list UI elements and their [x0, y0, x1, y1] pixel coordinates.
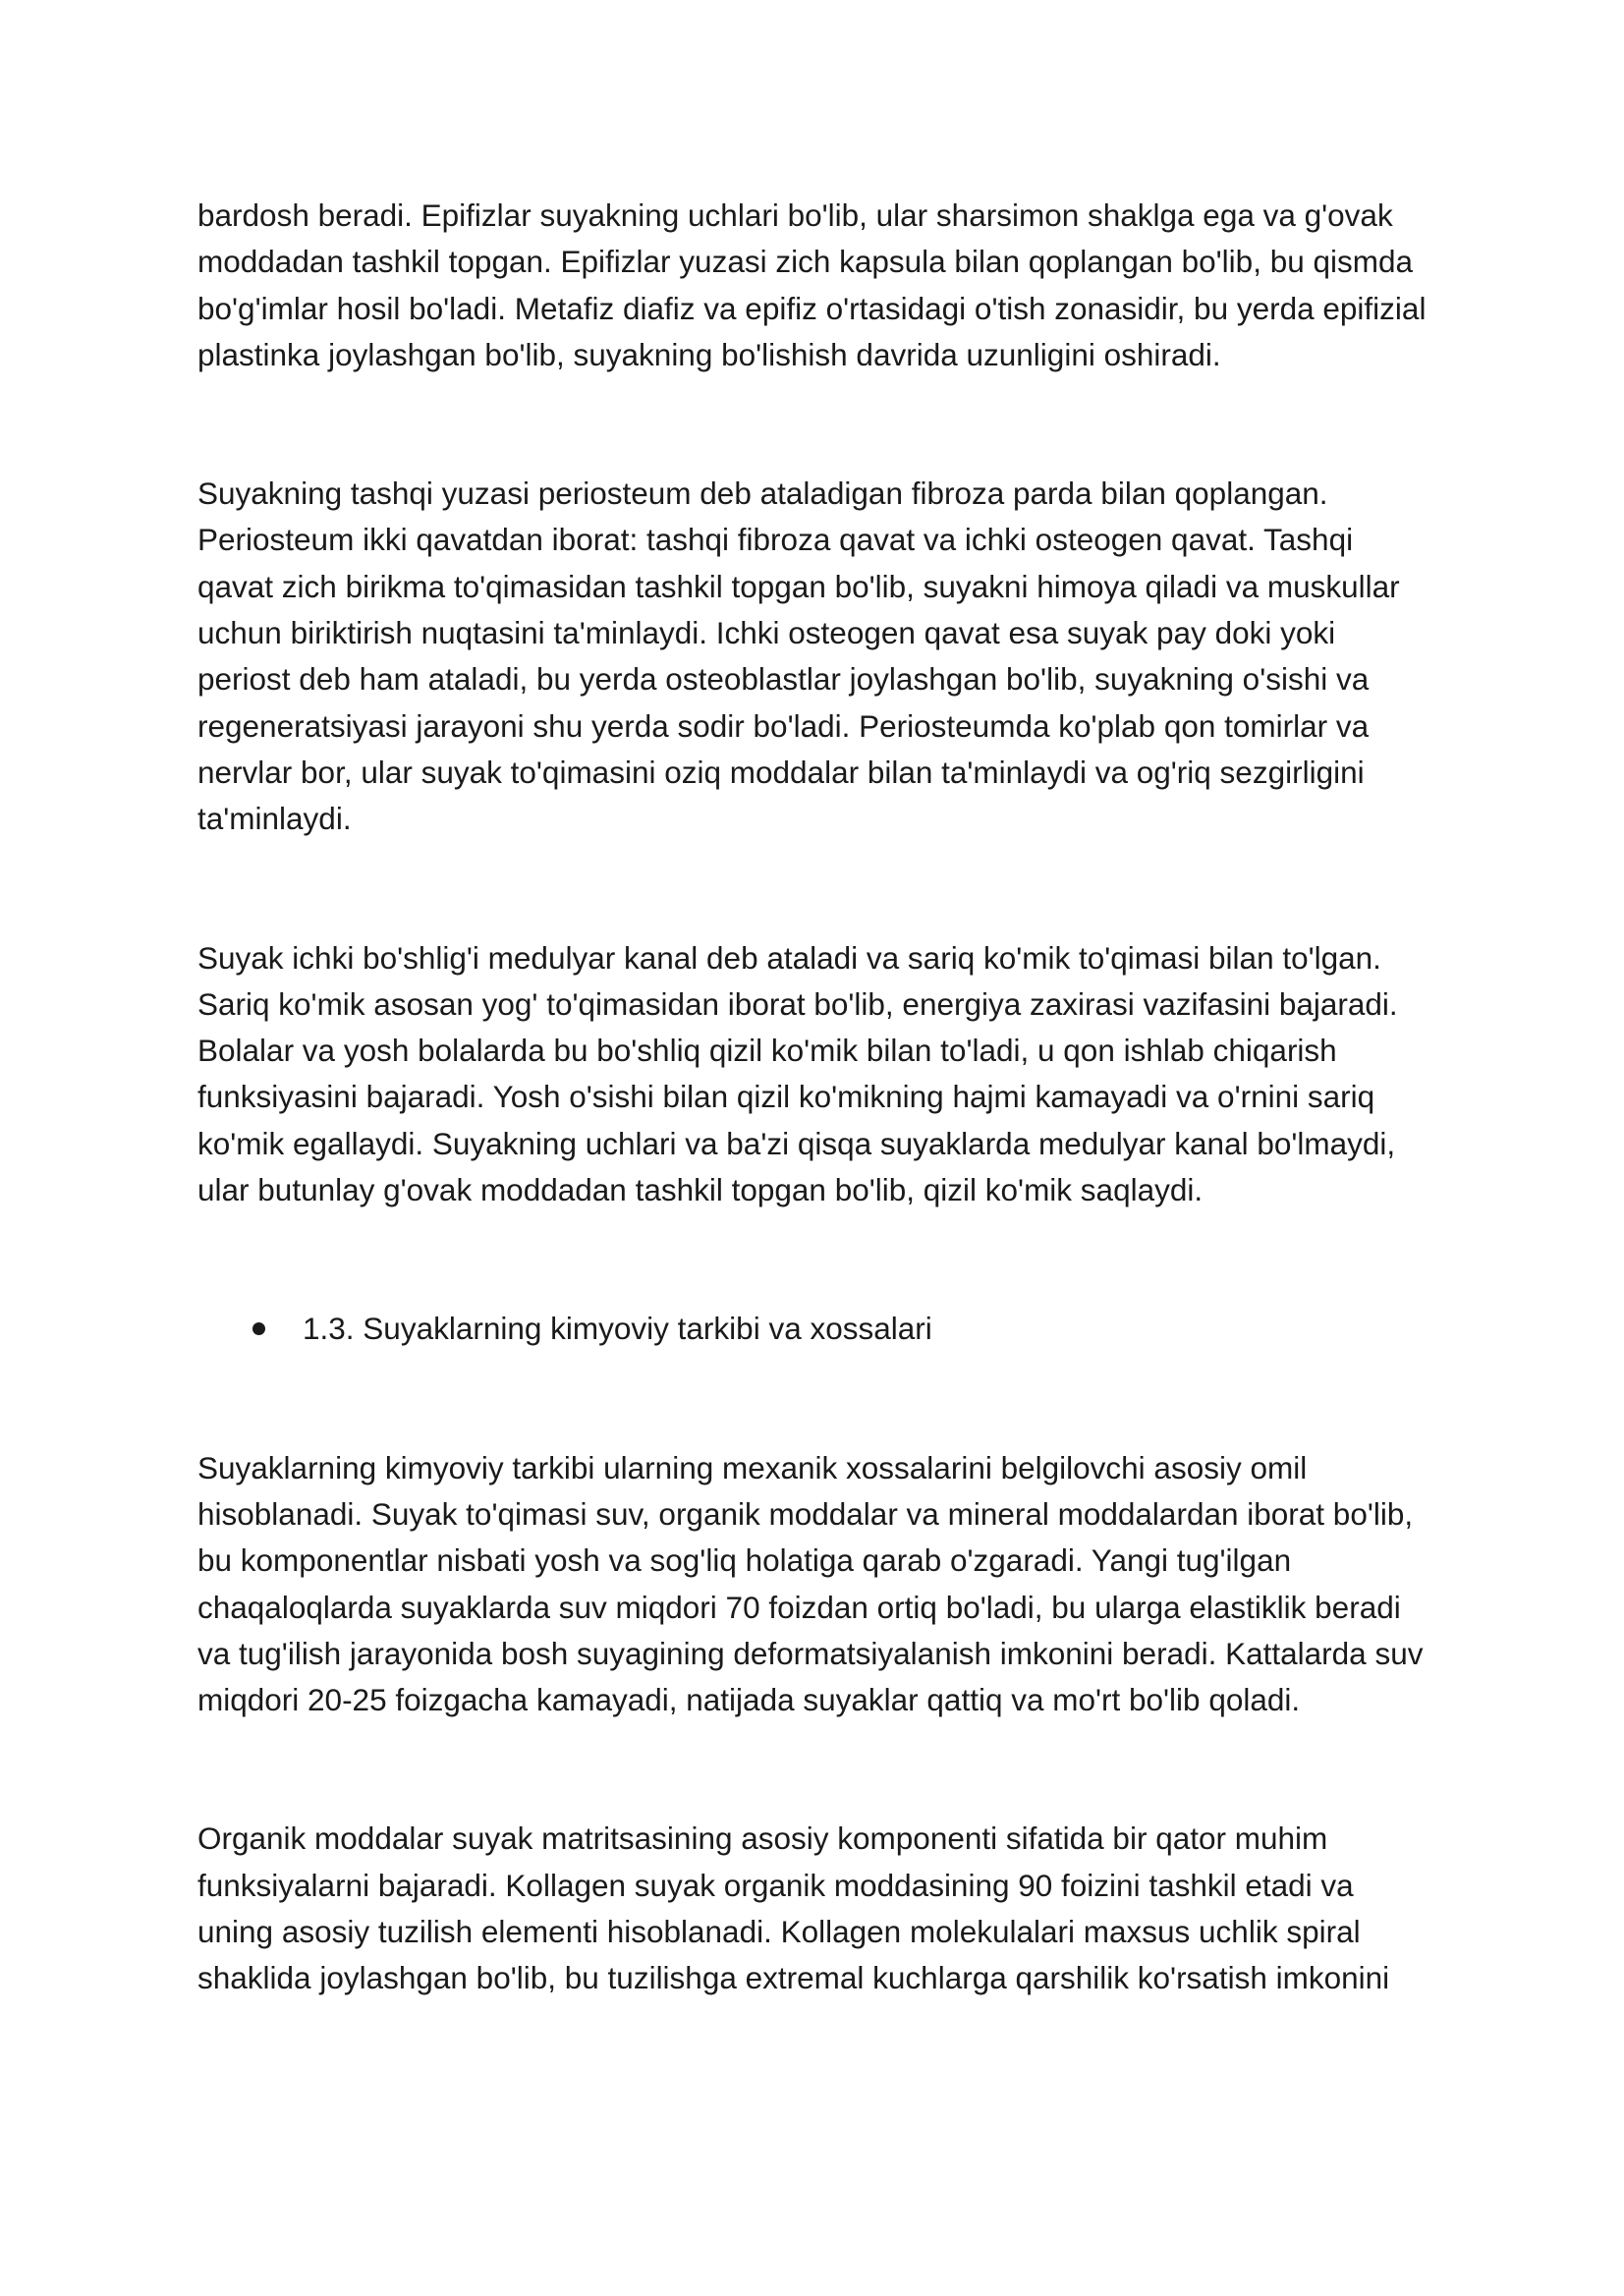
paragraph-spacer — [197, 1353, 1435, 1445]
paragraph-periosteum: Suyakning tashqi yuzasi periosteum deb ataladigan fibroza parda bilan qoplangan. Periosteum ikki qavatdan iborat: tashqi fibroza qavat va ichki osteogen qavat. Tashqi qavat zich birikma to'qimasidan tashkil topgan bo'lib, suyakni himoya qiladi va muskullar uchun biriktirish nuqtasini ta'minlaydi. Ichki osteogen qavat esa suyak pay doki yoki periost deb ham ataladi, bu yerda osteoblastlar joylashgan bo'lib, suyakning o'sishi va regeneratsiyasi jarayoni shu yerda sodir bo'ladi. Periosteumda ko'plab qon tomirlar va nervlar bor, ular suyak to'qimasini oziq moddalar bilan ta'minlaydi va og'riq sezgirligini ta'minlaydi. — [197, 476, 1400, 837]
paragraph-spacer — [197, 378, 1435, 471]
document-body — [197, 193, 1435, 2002]
paragraph-organik-moddalar: Organik moddalar suyak matritsasining asosiy komponenti sifatida bir qator muhim funksiyalarni bajaradi. Kollagen suyak organik moddasining 90 foizini tashkil etadi va uning asosiy tuzilish elementi hisoblanadi. Kollagen molekulalari maxsus uchlik spiral shaklida joylashgan bo'lib, bu tuzilishga extremal kuchlarga qarshilik ko'rsatish imkonini — [197, 1820, 1390, 1996]
paragraph-medulyar-kanal: Suyak ichki bo'shlig'i medulyar kanal deb ataladi va sariq ko'mik to'qimasi bilan to'lgan. Sariq ko'mik asosan yog' to'qimasidan iborat bo'lib, energiya zaxirasi vazifasini bajaradi. Bolalar va yosh bolalarda bu bo'shliq qizil ko'mik bilan to'ladi, u qon ishlab chiqarish funksiyasini bajaradi. Yosh o'sishi bilan qizil ko'mikning hajmi kamayadi va o'rnini sariq ko'mik egallaydi. Suyakning uchlari va ba'zi qisqa suyaklarda medulyar kanal bo'lmaydi, ular butunlay g'ovak moddadan tashkil topgan bo'lib, qizil ko'mik saqlaydi. — [197, 939, 1398, 1208]
paragraph-spacer — [197, 1213, 1435, 1306]
section-heading-item — [197, 1306, 1435, 1352]
paragraph-spacer — [197, 843, 1435, 935]
paragraph-kimyoviy-tarkib: Suyaklarning kimyoviy tarkibi ularning mexanik xossalarini belgilovchi asosiy omil hisoblanadi. Suyak to'qimasi suv, organik moddalar va mineral moddalardan iborat bo'lib, bu komponentlar nisbati yosh va sog'liq holatiga qarab o'zgaradi. Yangi tug'ilgan chaqaloqlarda suyaklarda suv miqdori 70 foizdan ortiq bo'ladi, bu ularga elastiklik beradi va tug'ilish jarayonida bosh suyagining deformatsiyalanish imkonini beradi. Kattalarda suv miqdori 20-25 foizgacha kamayadi, natijada suyaklar qattiq va mo'rt bo'lib qoladi. — [197, 1449, 1424, 1718]
section-heading: 1.3. Suyaklarning kimyoviy tarkibi va xossalari — [303, 1311, 932, 1347]
bullet-icon — [252, 1322, 265, 1335]
paragraph-spacer — [197, 1723, 1435, 1816]
paragraph-epifiz: bardosh beradi. Epifizlar suyakning uchlari bo'lib, ular sharsimon shaklga ega va g'ovak moddadan tashkil topgan. Epifizlar yuzasi zich kapsula bilan qoplangan bo'lib, bu qismda bo'g'imlar hosil bo'ladi. Metafiz diafiz va epifiz o'rtasidagi o'tish zonasidir, bu yerda epifizial plastinka joylashgan bo'lib, suyakning bo'lishish davrida uzunligini oshiradi. — [197, 197, 1427, 372]
